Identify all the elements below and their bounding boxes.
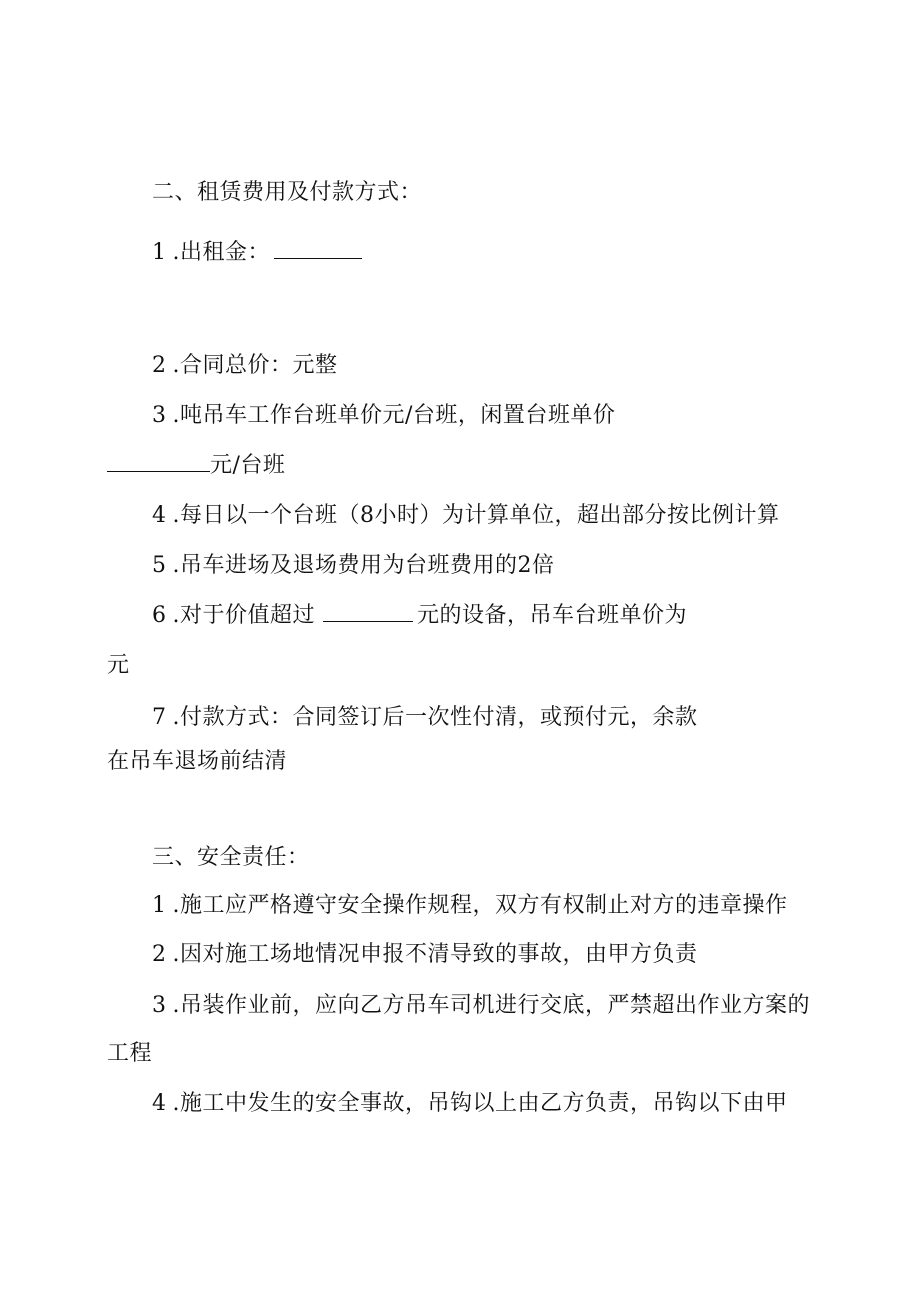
item-number: 3 (152, 993, 167, 1018)
safety-item-1 (152, 891, 788, 921)
item-text: .吨吊车工作台班单价元/台班，闲置台班单价 (172, 403, 616, 428)
fee-item-2 (152, 351, 338, 381)
item-text-continued: 元/台班 (210, 453, 286, 478)
safety-item-4 (152, 1089, 788, 1119)
item-number: 1 (152, 240, 167, 265)
item-number: 6 (152, 603, 167, 628)
fill-in-blank (274, 238, 362, 259)
section-heading-fees: 二、租赁费用及付款方式： (152, 180, 423, 205)
fill-in-blank (107, 451, 210, 472)
item-text: .每日以一个台班（8小时）为计算单位，超出部分按比例计算 (172, 503, 780, 528)
item-number: 1 (152, 893, 167, 918)
item-text: 元的设备，吊车台班单价为 (417, 603, 688, 628)
item-number: 4 (152, 503, 167, 528)
fee-item-6-continuation: 元 (107, 653, 130, 678)
fee-item-5 (152, 551, 555, 581)
item-text: .合同总价：元整 (172, 353, 338, 378)
item-number: 7 (152, 705, 167, 730)
safety-item-3 (152, 991, 810, 1021)
fee-item-6 (152, 601, 687, 631)
item-number: 5 (152, 553, 167, 578)
fee-item-4 (152, 501, 780, 531)
fee-item-7-continuation: 在吊车退场前结清 (107, 749, 288, 774)
item-number: 3 (152, 403, 167, 428)
item-text: .对于价值超过 (172, 603, 315, 628)
safety-item-3-continuation: 工程 (107, 1041, 153, 1066)
item-number: 2 (152, 942, 167, 967)
fee-item-1 (152, 238, 362, 268)
fee-item-7 (152, 703, 698, 733)
fill-in-blank (323, 601, 413, 622)
item-text: .施工中发生的安全事故，吊钩以上由乙方负责，吊钩以下由甲 (172, 1091, 788, 1116)
item-text: .因对施工场地情况申报不清导致的事故，由甲方负责 (172, 942, 698, 967)
fee-item-3-continuation (107, 451, 285, 481)
item-text: .吊装作业前，应向乙方吊车司机进行交底，严禁超出作业方案的 (172, 993, 810, 1018)
safety-item-2 (152, 940, 698, 970)
item-text: .付款方式：合同签订后一次性付清，或预付元，余款 (172, 705, 698, 730)
item-number: 2 (152, 353, 167, 378)
item-text: .施工应严格遵守安全操作规程，双方有权制止对方的违章操作 (172, 893, 788, 918)
item-number: 4 (152, 1091, 167, 1116)
section-heading-safety: 三、安全责任： (152, 845, 310, 870)
fee-item-3 (152, 401, 615, 431)
item-text: .出租金： (172, 240, 270, 265)
item-text: .吊车进场及退场费用为台班费用的2倍 (172, 553, 555, 578)
